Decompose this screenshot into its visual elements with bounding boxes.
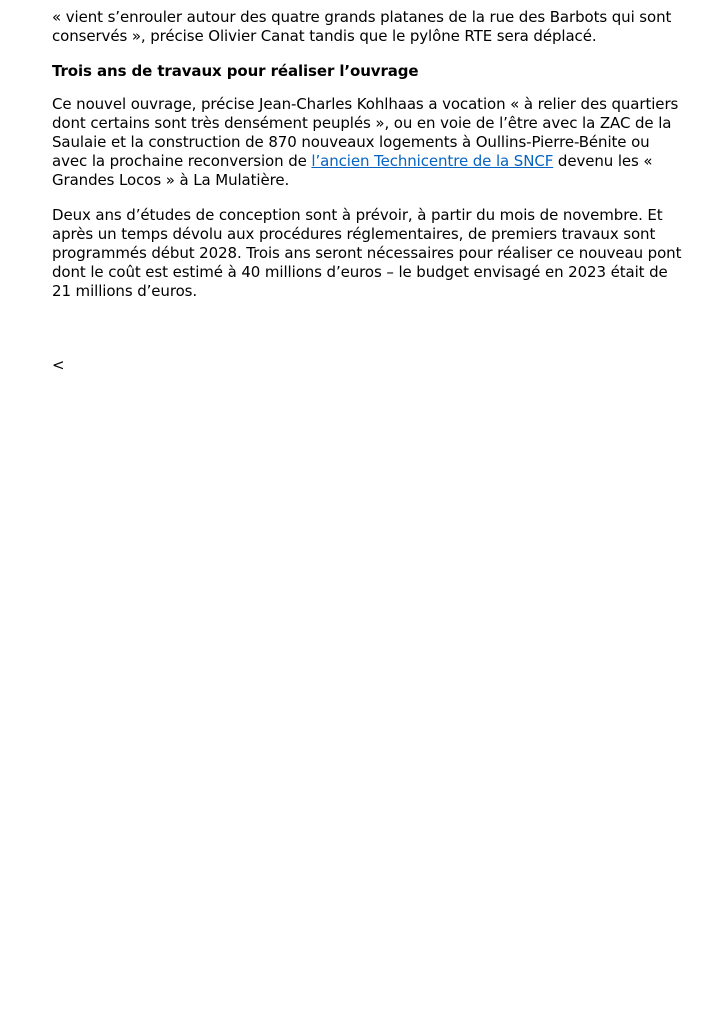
paragraph-ouvrage-text: Ce nouvel ouvrage, précise Jean-Charles Kohlhaas a vocation « à relier des quartiers dont certains sont très densément peuplés », ou en voie de l’être avec la ZAC de la Saulaie et la construction de 870 nouveaux logements à Oullins-Pierre-Bénite ou avec la prochaine reconversion de	[52, 95, 679, 170]
paragraph-ouvrage-text-end: devenu les « Grandes Locos » à La Mulatière.	[52, 152, 653, 189]
article-body	[52, 8, 682, 375]
paragraph-travaux: Deux ans d’études de conception sont à prévoir, à partir du mois de novembre. Et après un temps dévolu aux procédures réglementaires, de premiers travaux sont programmés début 2028. Trois ans seront nécessaires pour réaliser ce nouveau pont dont le coût est estimé à 40 millions d’euros – le budget envisagé en 2023 était de 21 millions d’euros.	[52, 206, 682, 300]
technicentre-link[interactable]: l’ancien Technicentre de la SNCF	[311, 152, 554, 170]
paragraph-intro: « vient s’enrouler autour des quatre grands platanes de la rue des Barbots qui sont conservés », précise Olivier Canat tandis que le pylône RTE sera déplacé.	[52, 8, 672, 45]
back-arrow-link[interactable]: <	[52, 356, 65, 374]
section-heading: Trois ans de travaux pour réaliser l’ouvrage	[52, 62, 419, 80]
paragraph-ouvrage	[52, 95, 682, 190]
